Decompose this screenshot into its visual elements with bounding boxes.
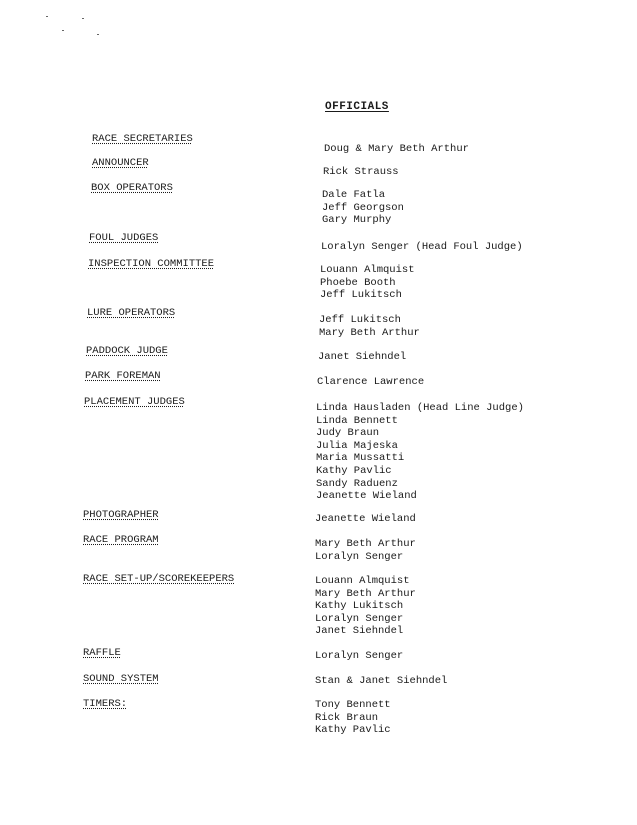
official-name: Janet Siehndel: [318, 351, 407, 363]
role-label: RACE SET-UP/SCOREKEEPERS: [83, 573, 235, 585]
names-list: [315, 538, 416, 563]
role-label: PHOTOGRAPHER: [83, 509, 159, 521]
names-list: [315, 699, 391, 737]
official-name: Loralyn Senger (Head Foul Judge): [321, 241, 523, 253]
role-label: PARK FOREMAN: [85, 370, 161, 382]
names-list: [321, 241, 523, 254]
official-name: Phoebe Booth: [320, 276, 396, 289]
page-title: OFFICIALS: [325, 101, 389, 113]
official-name: Tony Bennett: [315, 699, 391, 711]
role-label: RACE PROGRAM: [83, 534, 159, 546]
names-list: [315, 675, 447, 688]
official-name: Mary Beth Arthur: [315, 538, 416, 550]
role-label: LURE OPERATORS: [87, 307, 176, 319]
role-label: PADDOCK JUDGE: [86, 345, 168, 357]
official-name: Jeanette Wieland: [315, 513, 416, 525]
official-name: Loralyn Senger: [315, 612, 404, 625]
official-name: Loralyn Senger: [315, 650, 404, 662]
official-name: Mary Beth Arthur: [315, 587, 416, 600]
role-label: RAFFLE: [83, 647, 121, 659]
names-list: [318, 351, 406, 364]
official-name: Rick Braun: [315, 711, 379, 724]
official-name: Jeff Lukitsch: [320, 289, 402, 302]
role-label: ANNOUNCER: [92, 157, 149, 169]
official-name: Janet Siehndel: [315, 625, 404, 638]
official-name: Sandy Raduenz: [316, 477, 398, 490]
official-name: Kathy Lukitsch: [315, 600, 404, 613]
names-list: [315, 650, 403, 663]
official-name: Kathy Pavlic: [316, 464, 392, 477]
names-list: [316, 402, 524, 503]
official-name: Clarence Lawrence: [317, 376, 425, 388]
scan-speck: [97, 34, 99, 35]
official-name: Maria Mussatti: [316, 452, 405, 465]
official-name: Louann Almquist: [320, 264, 415, 276]
names-list: [322, 189, 404, 227]
names-list: [317, 376, 424, 389]
scan-speck: [62, 30, 64, 31]
names-list: [315, 513, 416, 526]
official-name: Jeanette Wieland: [316, 490, 417, 503]
scan-speck: [46, 16, 48, 17]
official-name: Linda Bennett: [316, 414, 398, 427]
official-name: Dale Fatla: [322, 189, 386, 201]
role-label: INSPECTION COMMITTEE: [88, 258, 215, 270]
official-name: Jeff Georgson: [322, 201, 404, 214]
official-name: Gary Murphy: [322, 214, 392, 227]
role-label: BOX OPERATORS: [91, 182, 173, 194]
official-name: Stan & Janet Siehndel: [315, 675, 448, 687]
names-list: [315, 575, 416, 638]
official-name: Julia Majeska: [316, 439, 398, 452]
role-label: PLACEMENT JUDGES: [84, 396, 185, 408]
names-list: [324, 143, 469, 156]
names-list: [319, 314, 420, 339]
scan-speck: [82, 18, 84, 19]
official-name: Louann Almquist: [315, 575, 410, 587]
official-name: Kathy Pavlic: [315, 724, 391, 737]
official-name: Loralyn Senger: [315, 550, 404, 563]
role-label: RACE SECRETARIES: [92, 133, 193, 145]
role-label: TIMERS:: [83, 698, 128, 710]
official-name: Rick Strauss: [323, 166, 399, 178]
role-label: FOUL JUDGES: [89, 232, 159, 244]
official-name: Judy Braun: [316, 427, 380, 440]
official-name: Jeff Lukitsch: [319, 314, 401, 326]
official-name: Mary Beth Arthur: [319, 326, 420, 339]
names-list: [323, 166, 399, 179]
official-name: Linda Hausladen (Head Line Judge): [316, 402, 524, 414]
role-label: SOUND SYSTEM: [83, 673, 159, 685]
names-list: [320, 264, 415, 302]
official-name: Doug & Mary Beth Arthur: [324, 143, 469, 155]
